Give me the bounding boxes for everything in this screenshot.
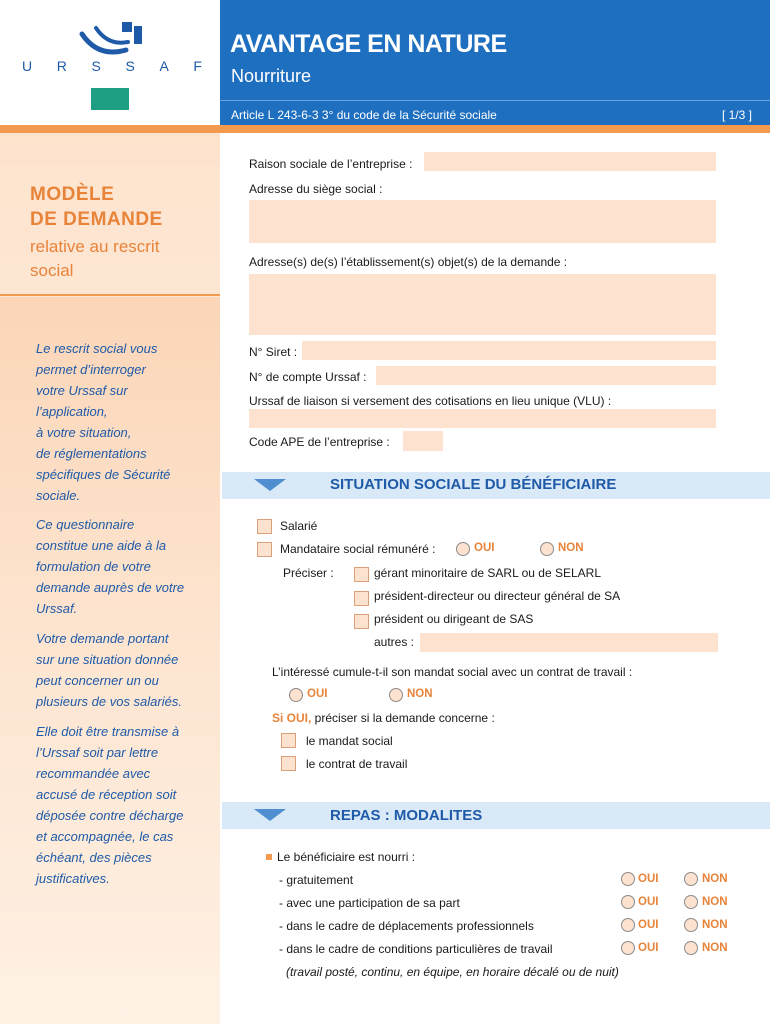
repas-section-title: REPAS : MODALITES: [330, 807, 483, 824]
sidebar-paragraph-1: Le rescrit social vous permet d’interroger votre Urssaf sur l’application, à votre situation, de réglementations spécifiques de Sécurité sociale.: [36, 341, 171, 503]
repas-gratuit-non-label: NON: [702, 873, 728, 885]
repas-gratuit-oui-label: OUI: [638, 873, 659, 885]
header-banner: [220, 0, 770, 125]
adresse-siege-label: Adresse du siège social :: [249, 182, 383, 196]
urssaf-liaison-field[interactable]: [249, 409, 716, 428]
raison-sociale-label: Raison sociale de l’entreprise :: [249, 157, 413, 171]
contrat-travail-checkbox[interactable]: [281, 756, 296, 771]
mandat-social-checkbox[interactable]: [281, 733, 296, 748]
autres-label: autres :: [374, 635, 415, 649]
repas-conditions-oui-label: OUI: [638, 942, 659, 954]
repas-participation-oui-label: OUI: [638, 896, 659, 908]
situation-section-title: SITUATION SOCIALE DU BÉNÉFICIAIRE: [330, 476, 617, 493]
cumul-non-radio[interactable]: [389, 688, 403, 702]
salarie-label: Salarié: [280, 519, 318, 533]
page-subtitle: Nourriture: [231, 66, 312, 86]
repas-note: (travail posté, continu, en équipe, en horaire décalé ou de nuit): [286, 965, 619, 979]
repas-conditions-non-label: NON: [702, 942, 728, 954]
contrat-travail-label: le contrat de travail: [306, 757, 408, 771]
pdg-checkbox[interactable]: [354, 591, 369, 606]
adresse-etablissement-label: Adresse(s) de(s) l’établissement(s) objet(s) de la demande :: [249, 255, 568, 269]
repas-conditions-non-radio[interactable]: [684, 941, 698, 955]
siret-field[interactable]: [302, 341, 716, 360]
sidebar-heading: MODÈLE DE DEMANDE: [30, 184, 163, 230]
pdg-label: président-directeur ou directeur général de SA: [374, 589, 621, 603]
preciser-label: Préciser :: [283, 566, 334, 580]
repas-participation-non-label: NON: [702, 896, 728, 908]
sidebar-paragraph-3: Votre demande portant sur une situation donnée peut concerner un ou plusieurs de vos salariés.: [36, 631, 182, 709]
compte-urssaf-label: N° de compte Urssaf :: [249, 370, 367, 384]
mandataire-oui-radio[interactable]: [456, 542, 470, 556]
mandat-social-label: le mandat social: [306, 734, 393, 748]
sidebar-subheading: relative au rescrit social: [30, 237, 160, 280]
repas-deplacements-oui-label: OUI: [638, 919, 659, 931]
repas-deplacements-oui-radio[interactable]: [621, 918, 635, 932]
repas-deplacements-non-label: NON: [702, 919, 728, 931]
sas-label: président ou dirigeant de SAS: [374, 612, 534, 626]
section-arrow-icon: [254, 809, 286, 821]
orange-band: [0, 125, 770, 133]
autres-field[interactable]: [420, 633, 718, 652]
cumul-oui-radio[interactable]: [289, 688, 303, 702]
repas-conditions-oui-radio[interactable]: [621, 941, 635, 955]
cumul-question: L’intéressé cumule-t-il son mandat social avec un contrat de travail :: [272, 665, 633, 679]
section-arrow-icon: [254, 479, 286, 491]
sidebar-paragraph-4: Elle doit être transmise à l’Urssaf soit par lettre recommandée avec accusé de réception soit déposée contre décharge et accompagnée, le cas échéant, des pièces justificatives.: [36, 724, 184, 886]
repas-participation-label: - avec une participation de sa part: [279, 896, 460, 910]
repas-deplacements-label: - dans le cadre de déplacements professionnels: [279, 919, 534, 933]
mandataire-label: Mandataire social rémunéré :: [280, 542, 436, 556]
sas-checkbox[interactable]: [354, 614, 369, 629]
si-oui-text: Si OUI, préciser si la demande concerne :: [272, 711, 495, 725]
repas-conditions-label: - dans le cadre de conditions particulières de travail: [279, 942, 553, 956]
repas-gratuit-label: - gratuitement: [279, 873, 354, 887]
page-number: [ 1/3 ]: [721, 108, 752, 122]
header-divider: [220, 100, 770, 101]
urssaf-logo: [0, 0, 220, 125]
mandataire-oui-label: OUI: [474, 542, 495, 554]
logo-word: U R S S A F: [22, 58, 202, 74]
gerant-label: gérant minoritaire de SARL ou de SELARL: [374, 566, 602, 580]
repas-gratuit-non-radio[interactable]: [684, 872, 698, 886]
salarie-checkbox[interactable]: [257, 519, 272, 534]
adresse-siege-field[interactable]: [249, 200, 716, 243]
repas-intro: Le bénéficiaire est nourri :: [277, 850, 416, 864]
siret-label: N° Siret :: [249, 345, 298, 359]
gerant-checkbox[interactable]: [354, 567, 369, 582]
repas-gratuit-oui-radio[interactable]: [621, 872, 635, 886]
mandataire-checkbox[interactable]: [257, 542, 272, 557]
compte-urssaf-field[interactable]: [376, 366, 716, 385]
repas-deplacements-non-radio[interactable]: [684, 918, 698, 932]
cumul-oui-label: OUI: [307, 688, 328, 700]
mandataire-non-radio[interactable]: [540, 542, 554, 556]
mandataire-non-label: NON: [558, 542, 584, 554]
sidebar-divider: [0, 294, 220, 296]
cumul-non-label: NON: [407, 688, 433, 700]
sidebar-paragraph-2: Ce questionnaire constitue une aide à la formulation de votre demande auprès de votre Urssaf.: [36, 517, 185, 616]
urssaf-liaison-label: Urssaf de liaison si versement des cotisations en lieu unique (VLU) :: [249, 394, 612, 408]
bullet-icon: [266, 854, 272, 860]
repas-section-bar: [222, 802, 770, 829]
code-ape-label: Code APE de l’entreprise :: [249, 435, 390, 449]
code-ape-field[interactable]: [403, 431, 443, 451]
page-title: AVANTAGE EN NATURE: [230, 30, 507, 58]
logo-arc-icon: [78, 20, 148, 60]
raison-sociale-field[interactable]: [424, 152, 716, 171]
article-reference: Article L 243-6-3 3° du code de la Sécurité sociale: [231, 108, 497, 122]
adresse-etablissement-field[interactable]: [249, 274, 716, 335]
repas-participation-oui-radio[interactable]: [621, 895, 635, 909]
logo-green-box: [91, 88, 129, 110]
repas-participation-non-radio[interactable]: [684, 895, 698, 909]
